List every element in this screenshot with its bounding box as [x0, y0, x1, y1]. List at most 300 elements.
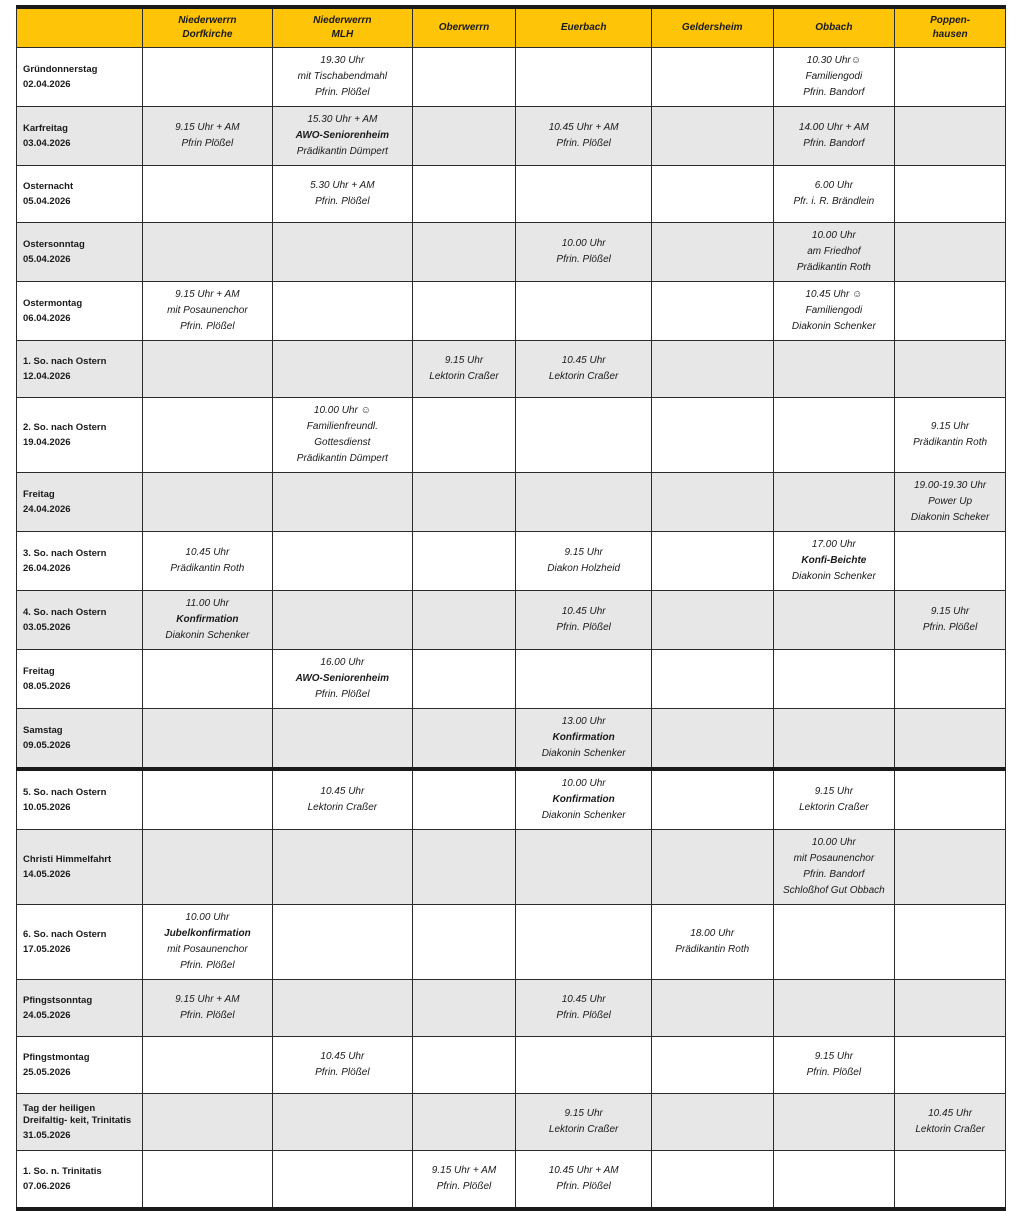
- service-entry-line: Familiengodi: [805, 305, 863, 316]
- service-cell-obbach: [773, 1094, 895, 1151]
- service-entry-line: mit Posaunenchor: [167, 944, 248, 955]
- service-cell-obbach: [773, 591, 895, 650]
- service-entry-line: Familiengodi: [805, 71, 863, 82]
- day-name: 1. So. n. Trinitatis: [23, 1166, 102, 1178]
- service-entry-line: 10.45 Uhr: [320, 786, 365, 797]
- service-cell-geldersheim: [651, 282, 773, 341]
- service-cell-obbach: [773, 709, 895, 770]
- service-cell-obbach: [773, 107, 895, 166]
- service-cell-obbach: [773, 1151, 895, 1210]
- date-cell: [17, 166, 143, 223]
- schedule-row: [17, 107, 1006, 166]
- service-entry-line: 9.15 Uhr + AM: [175, 994, 240, 1005]
- date-value: 24.05.2026: [23, 1009, 71, 1021]
- service-entry-line: Prädikantin Roth: [796, 262, 871, 273]
- service-entry-line: Pfrin. Plößel: [556, 1010, 611, 1021]
- service-cell-geldersheim: [651, 166, 773, 223]
- service-entry-line: Pfrin. Plößel: [556, 138, 611, 149]
- service-entry-line: Jubelkonfirmation: [164, 928, 251, 939]
- service-cell-poppenhausen: [895, 591, 1006, 650]
- service-entry-line: 18.00 Uhr: [690, 928, 735, 939]
- schedule-row: [17, 650, 1006, 709]
- service-cell-euerbach: [516, 166, 651, 223]
- service-entry-line: Diakonin Schenker: [541, 748, 626, 759]
- service-cell-niederwerrn-mlh: [273, 282, 412, 341]
- service-entry-line: Pfrin. Plößel: [180, 960, 235, 971]
- service-entry-line: 10.00 Uhr: [811, 230, 856, 241]
- service-cell-oberwerrn: [412, 1094, 516, 1151]
- service-cell-geldersheim: [651, 48, 773, 107]
- date-cell: [17, 769, 143, 830]
- date-value: 05.04.2026: [23, 195, 71, 207]
- service-entry-line: Konfirmation: [552, 732, 615, 743]
- date-cell: [17, 223, 143, 282]
- schedule-row: [17, 398, 1006, 473]
- date-value: 12.04.2026: [23, 370, 71, 382]
- schedule-row: [17, 166, 1006, 223]
- date-cell: [17, 980, 143, 1037]
- service-entry-line: Pfrin. Plößel: [806, 1067, 862, 1078]
- service-cell-poppenhausen: [895, 905, 1006, 980]
- service-cell-geldersheim: [651, 905, 773, 980]
- service-entry-line: mit Posaunenchor: [793, 853, 875, 864]
- column-header-poppenhausen: [895, 7, 1006, 48]
- service-cell-niederwerrn-mlh: [273, 398, 412, 473]
- service-cell-oberwerrn: [412, 398, 516, 473]
- service-cell-geldersheim: [651, 769, 773, 830]
- column-header-label: Oberwerrn: [438, 21, 490, 33]
- column-header-label: MLH: [331, 29, 354, 40]
- service-entry-line: 15.30 Uhr + AM: [307, 114, 378, 125]
- day-name: Christi Himmelfahrt: [23, 854, 112, 866]
- service-entry-line: 10.00 Uhr: [561, 238, 606, 249]
- service-cell-niederwerrn-mlh: [273, 223, 412, 282]
- service-entry-line: Prädikantin Dümpert: [296, 453, 388, 464]
- service-cell-niederwerrn-mlh: [273, 1094, 412, 1151]
- service-entry-line: Pfrin. Plößel: [315, 1067, 370, 1078]
- service-entry-line: 10.45 Uhr: [185, 547, 230, 558]
- service-cell-geldersheim: [651, 830, 773, 905]
- service-entry-line: 10.00 Uhr: [561, 778, 606, 789]
- service-entry-line: Diakonin Schenker: [791, 321, 876, 332]
- service-cell-poppenhausen: [895, 473, 1006, 532]
- date-cell: [17, 1151, 143, 1210]
- service-cell-obbach: [773, 532, 895, 591]
- service-schedule-table: [16, 5, 1006, 1211]
- service-cell-oberwerrn: [412, 650, 516, 709]
- service-cell-niederwerrn-dorfkirche: [142, 591, 273, 650]
- service-cell-niederwerrn-mlh: [273, 166, 412, 223]
- service-entry-line: Pfrin. Plößel: [180, 321, 235, 332]
- day-name: 4. So. nach Ostern: [23, 607, 107, 619]
- service-cell-poppenhausen: [895, 166, 1006, 223]
- service-cell-euerbach: [516, 1151, 651, 1210]
- service-entry-line: 9.15 Uhr: [930, 606, 970, 617]
- date-cell: [17, 709, 143, 770]
- service-cell-geldersheim: [651, 532, 773, 591]
- schedule-row: [17, 532, 1006, 591]
- service-cell-euerbach: [516, 282, 651, 341]
- service-entry-line: 9.15 Uhr + AM: [175, 122, 240, 133]
- column-header-label: Niederwerrn: [178, 14, 237, 26]
- column-header-euerbach: [516, 7, 651, 48]
- service-cell-niederwerrn-mlh: [273, 650, 412, 709]
- service-entry-line: 19.30 Uhr: [320, 55, 365, 66]
- service-entry-line: Pfrin. Plößel: [556, 1181, 611, 1192]
- day-name: Pfingstsonntag: [23, 995, 93, 1007]
- service-entry-line: Schloßhof Gut Obbach: [783, 885, 885, 896]
- service-entry-line: 9.15 Uhr: [814, 1051, 854, 1062]
- service-cell-niederwerrn-mlh: [273, 709, 412, 770]
- service-cell-obbach: [773, 166, 895, 223]
- service-cell-euerbach: [516, 905, 651, 980]
- schedule-row: [17, 223, 1006, 282]
- day-name: 1. So. nach Ostern: [23, 356, 107, 368]
- service-entry-line: Prädikantin Roth: [675, 944, 750, 955]
- service-entry-line: Power Up: [928, 496, 973, 507]
- service-cell-oberwerrn: [412, 769, 516, 830]
- day-name: 5. So. nach Ostern: [23, 787, 107, 799]
- service-cell-niederwerrn-dorfkirche: [142, 709, 273, 770]
- date-cell: [17, 830, 143, 905]
- service-cell-euerbach: [516, 650, 651, 709]
- column-header-obbach: [773, 7, 895, 48]
- service-cell-niederwerrn-dorfkirche: [142, 830, 273, 905]
- schedule-row: [17, 48, 1006, 107]
- service-entry-line: Pfrin. Bandorf: [803, 869, 865, 880]
- corner-cell: [17, 7, 143, 48]
- service-cell-niederwerrn-mlh: [273, 591, 412, 650]
- service-cell-poppenhausen: [895, 48, 1006, 107]
- service-entry-line: 10.45 Uhr: [561, 355, 606, 366]
- service-cell-obbach: [773, 769, 895, 830]
- service-entry-line: 10.45 Uhr: [320, 1051, 365, 1062]
- date-cell: [17, 341, 143, 398]
- service-cell-niederwerrn-mlh: [273, 532, 412, 591]
- service-entry-line: 19.00-19.30 Uhr: [913, 480, 987, 491]
- service-cell-niederwerrn-dorfkirche: [142, 1151, 273, 1210]
- service-cell-euerbach: [516, 341, 651, 398]
- service-entry-line: Konfi-Beichte: [801, 555, 867, 566]
- header-row: [17, 7, 1006, 48]
- service-entry-line: 9.15 Uhr: [564, 1108, 603, 1119]
- service-cell-niederwerrn-dorfkirche: [142, 107, 273, 166]
- service-entry-line: 10.45 Uhr + AM: [548, 122, 619, 133]
- service-cell-geldersheim: [651, 709, 773, 770]
- date-value: 03.05.2026: [23, 621, 71, 633]
- service-entry-line: Pfrin. Plößel: [180, 1010, 235, 1021]
- service-entry-line: 9.15 Uhr: [930, 421, 970, 432]
- service-entry-line: 6.00 Uhr: [814, 180, 854, 191]
- service-entry-line: Diakon Holzheid: [547, 563, 621, 574]
- service-cell-obbach: [773, 223, 895, 282]
- service-entry-line: Pfrin. Plößel: [922, 622, 978, 633]
- service-cell-poppenhausen: [895, 980, 1006, 1037]
- date-cell: [17, 48, 143, 107]
- service-entry-line: Prädikantin Roth: [170, 563, 245, 574]
- service-entry-line: 5.30 Uhr + AM: [310, 180, 375, 191]
- service-entry-line: 9.15 Uhr + AM: [175, 289, 240, 300]
- service-cell-oberwerrn: [412, 591, 516, 650]
- service-cell-euerbach: [516, 830, 651, 905]
- service-entry-line: Lektorin Craßer: [429, 371, 499, 382]
- column-header-label: Dorfkirche: [182, 29, 233, 40]
- service-cell-niederwerrn-dorfkirche: [142, 650, 273, 709]
- column-header-niederwerrn-mlh: [273, 7, 412, 48]
- service-entry-line: Lektorin Craßer: [548, 371, 619, 382]
- service-cell-obbach: [773, 473, 895, 532]
- service-cell-obbach: [773, 905, 895, 980]
- service-entry-line: 9.15 Uhr + AM: [431, 1165, 497, 1176]
- service-cell-euerbach: [516, 48, 651, 107]
- service-entry-line: Diakonin Schenker: [541, 810, 626, 821]
- date-value: 07.06.2026: [23, 1180, 71, 1192]
- service-cell-niederwerrn-dorfkirche: [142, 1037, 273, 1094]
- service-entry-line: Pfrin. Plößel: [315, 87, 370, 98]
- day-name: 2. So. nach Ostern: [23, 422, 107, 434]
- day-name: Gründonnerstag: [23, 64, 98, 76]
- service-cell-oberwerrn: [412, 48, 516, 107]
- service-cell-geldersheim: [651, 1094, 773, 1151]
- service-entry-line: Lektorin Craßer: [915, 1124, 985, 1135]
- service-entry-line: Konfirmation: [552, 794, 615, 805]
- service-entry-line: Pfr. i. R. Brändlein: [793, 196, 875, 207]
- day-name: Karfreitag: [23, 123, 68, 135]
- service-entry-line: 10.45 Uhr ☺: [805, 289, 863, 300]
- service-cell-niederwerrn-mlh: [273, 1037, 412, 1094]
- service-entry-line: 10.30 Uhr☺: [806, 55, 861, 66]
- service-entry-line: Konfirmation: [176, 614, 239, 625]
- service-cell-euerbach: [516, 1094, 651, 1151]
- service-cell-obbach: [773, 282, 895, 341]
- service-cell-euerbach: [516, 709, 651, 770]
- service-cell-niederwerrn-dorfkirche: [142, 48, 273, 107]
- service-cell-geldersheim: [651, 107, 773, 166]
- service-cell-geldersheim: [651, 650, 773, 709]
- date-cell: [17, 591, 143, 650]
- service-entry-line: Pfrin. Plößel: [315, 196, 370, 207]
- service-entry-line: 17.00 Uhr: [811, 539, 856, 550]
- schedule-row: [17, 1094, 1006, 1151]
- date-value: 02.04.2026: [23, 78, 71, 90]
- service-cell-oberwerrn: [412, 709, 516, 770]
- service-entry-line: Prädikantin Dümpert: [296, 146, 388, 157]
- service-cell-geldersheim: [651, 398, 773, 473]
- service-cell-poppenhausen: [895, 1037, 1006, 1094]
- date-value: 10.05.2026: [23, 801, 71, 813]
- day-name: Freitag: [23, 489, 55, 501]
- service-cell-obbach: [773, 1037, 895, 1094]
- service-cell-poppenhausen: [895, 398, 1006, 473]
- schedule-row: [17, 282, 1006, 341]
- service-cell-poppenhausen: [895, 282, 1006, 341]
- day-name: Ostersonntag: [23, 239, 85, 251]
- service-cell-niederwerrn-dorfkirche: [142, 1094, 273, 1151]
- service-entry-line: Pfrin. Plößel: [315, 689, 370, 700]
- date-cell: [17, 650, 143, 709]
- service-entry-line: 10.45 Uhr: [928, 1108, 973, 1119]
- service-entry-line: Diakonin Schenker: [791, 571, 876, 582]
- day-name: Osternacht: [23, 181, 74, 193]
- service-cell-geldersheim: [651, 1151, 773, 1210]
- date-cell: [17, 473, 143, 532]
- service-cell-euerbach: [516, 398, 651, 473]
- service-cell-niederwerrn-dorfkirche: [142, 473, 273, 532]
- service-cell-oberwerrn: [412, 166, 516, 223]
- service-cell-geldersheim: [651, 223, 773, 282]
- day-name: Pfingstmontag: [23, 1052, 90, 1064]
- service-cell-oberwerrn: [412, 1151, 516, 1210]
- column-header-label: Geldersheim: [681, 21, 743, 33]
- date-value: 05.04.2026: [23, 253, 71, 265]
- service-cell-niederwerrn-mlh: [273, 107, 412, 166]
- service-entry-line: AWO-Seniorenheim: [295, 130, 390, 141]
- service-entry-line: 10.45 Uhr: [561, 994, 606, 1005]
- service-cell-oberwerrn: [412, 223, 516, 282]
- service-cell-poppenhausen: [895, 830, 1006, 905]
- service-entry-line: mit Posaunenchor: [167, 305, 248, 316]
- date-value: 06.04.2026: [23, 312, 71, 324]
- column-header-niederwerrn-dorfkirche: [142, 7, 273, 48]
- date-value: 14.05.2026: [23, 868, 71, 880]
- service-cell-geldersheim: [651, 591, 773, 650]
- date-value: 17.05.2026: [23, 943, 71, 955]
- service-cell-euerbach: [516, 107, 651, 166]
- schedule-row: [17, 830, 1006, 905]
- schedule-row: [17, 341, 1006, 398]
- date-cell: [17, 107, 143, 166]
- service-cell-poppenhausen: [895, 709, 1006, 770]
- service-cell-geldersheim: [651, 341, 773, 398]
- service-cell-niederwerrn-mlh: [273, 1151, 412, 1210]
- service-cell-poppenhausen: [895, 1094, 1006, 1151]
- service-entry-line: 10.45 Uhr + AM: [548, 1165, 619, 1176]
- schedule-row: [17, 905, 1006, 980]
- service-cell-niederwerrn-mlh: [273, 830, 412, 905]
- service-cell-obbach: [773, 980, 895, 1037]
- service-cell-euerbach: [516, 591, 651, 650]
- date-value: 24.04.2026: [23, 503, 71, 515]
- service-cell-obbach: [773, 650, 895, 709]
- service-cell-euerbach: [516, 769, 651, 830]
- service-entry-line: 16.00 Uhr: [320, 657, 365, 668]
- service-entry-line: 9.15 Uhr: [444, 355, 484, 366]
- service-cell-oberwerrn: [412, 282, 516, 341]
- service-cell-niederwerrn-dorfkirche: [142, 166, 273, 223]
- schedule-row: [17, 1037, 1006, 1094]
- date-cell: [17, 1037, 143, 1094]
- schedule-row: [17, 591, 1006, 650]
- service-entry-line: Gottesdienst: [314, 437, 371, 448]
- service-entry-line: Lektorin Craßer: [799, 802, 869, 813]
- service-cell-niederwerrn-dorfkirche: [142, 223, 273, 282]
- service-entry-line: 10.00 Uhr: [811, 837, 856, 848]
- service-cell-obbach: [773, 830, 895, 905]
- service-cell-obbach: [773, 48, 895, 107]
- service-cell-niederwerrn-mlh: [273, 473, 412, 532]
- schedule-row: [17, 473, 1006, 532]
- service-cell-niederwerrn-mlh: [273, 980, 412, 1037]
- service-cell-poppenhausen: [895, 650, 1006, 709]
- service-cell-geldersheim: [651, 473, 773, 532]
- service-entry-line: 13.00 Uhr: [561, 716, 606, 727]
- service-cell-niederwerrn-dorfkirche: [142, 532, 273, 591]
- service-entry-line: Lektorin Craßer: [307, 802, 378, 813]
- date-value: 26.04.2026: [23, 562, 71, 574]
- schedule-row: [17, 709, 1006, 770]
- service-cell-poppenhausen: [895, 769, 1006, 830]
- date-cell: [17, 282, 143, 341]
- service-cell-niederwerrn-dorfkirche: [142, 769, 273, 830]
- service-cell-poppenhausen: [895, 223, 1006, 282]
- service-cell-oberwerrn: [412, 473, 516, 532]
- date-cell: [17, 532, 143, 591]
- service-cell-euerbach: [516, 473, 651, 532]
- service-entry-line: 9.15 Uhr: [564, 547, 603, 558]
- service-cell-niederwerrn-dorfkirche: [142, 341, 273, 398]
- day-name: Samstag: [23, 725, 63, 737]
- service-entry-line: Pfrin. Plößel: [556, 254, 611, 265]
- service-cell-oberwerrn: [412, 905, 516, 980]
- service-cell-niederwerrn-mlh: [273, 341, 412, 398]
- service-entry-line: 10.45 Uhr: [561, 606, 606, 617]
- column-header-label: Poppen-: [930, 14, 971, 26]
- service-cell-obbach: [773, 341, 895, 398]
- service-cell-niederwerrn-mlh: [273, 48, 412, 107]
- service-cell-geldersheim: [651, 1037, 773, 1094]
- service-cell-niederwerrn-dorfkirche: [142, 980, 273, 1037]
- date-value: 31.05.2026: [23, 1129, 71, 1141]
- service-cell-poppenhausen: [895, 107, 1006, 166]
- date-value: 19.04.2026: [23, 436, 71, 448]
- service-cell-niederwerrn-dorfkirche: [142, 905, 273, 980]
- column-header-label: Obbach: [815, 21, 853, 33]
- service-entry-line: Diakonin Schenker: [165, 630, 250, 641]
- service-cell-niederwerrn-mlh: [273, 769, 412, 830]
- service-entry-line: am Friedhof: [807, 246, 861, 257]
- service-cell-poppenhausen: [895, 1151, 1006, 1210]
- schedule-row: [17, 769, 1006, 830]
- day-name: Freitag: [23, 666, 55, 678]
- service-entry-line: mit Tischabendmahl: [297, 71, 388, 82]
- service-entry-line: Prädikantin Roth: [913, 437, 988, 448]
- column-header-label: Euerbach: [560, 21, 607, 33]
- service-cell-euerbach: [516, 1037, 651, 1094]
- date-value: 25.05.2026: [23, 1066, 71, 1078]
- service-entry-line: 9.15 Uhr: [814, 786, 854, 797]
- service-entry-line: Pfrin. Bandorf: [803, 138, 865, 149]
- service-entry-line: Pfrin. Plößel: [436, 1181, 492, 1192]
- service-cell-euerbach: [516, 980, 651, 1037]
- schedule-body: [17, 48, 1006, 1210]
- schedule-row: [17, 980, 1006, 1037]
- date-cell: [17, 1094, 143, 1151]
- service-entry-line: Familienfreundl.: [306, 421, 378, 432]
- service-cell-niederwerrn-dorfkirche: [142, 282, 273, 341]
- service-cell-poppenhausen: [895, 532, 1006, 591]
- service-cell-oberwerrn: [412, 107, 516, 166]
- day-name: 3. So. nach Ostern: [23, 548, 107, 560]
- service-entry-line: Lektorin Craßer: [548, 1124, 619, 1135]
- service-entry-line: AWO-Seniorenheim: [295, 673, 390, 684]
- column-header-label: Niederwerrn: [313, 14, 372, 26]
- service-cell-niederwerrn-mlh: [273, 905, 412, 980]
- date-cell: [17, 905, 143, 980]
- service-cell-euerbach: [516, 223, 651, 282]
- service-cell-oberwerrn: [412, 830, 516, 905]
- schedule-row: [17, 1151, 1006, 1210]
- service-cell-poppenhausen: [895, 341, 1006, 398]
